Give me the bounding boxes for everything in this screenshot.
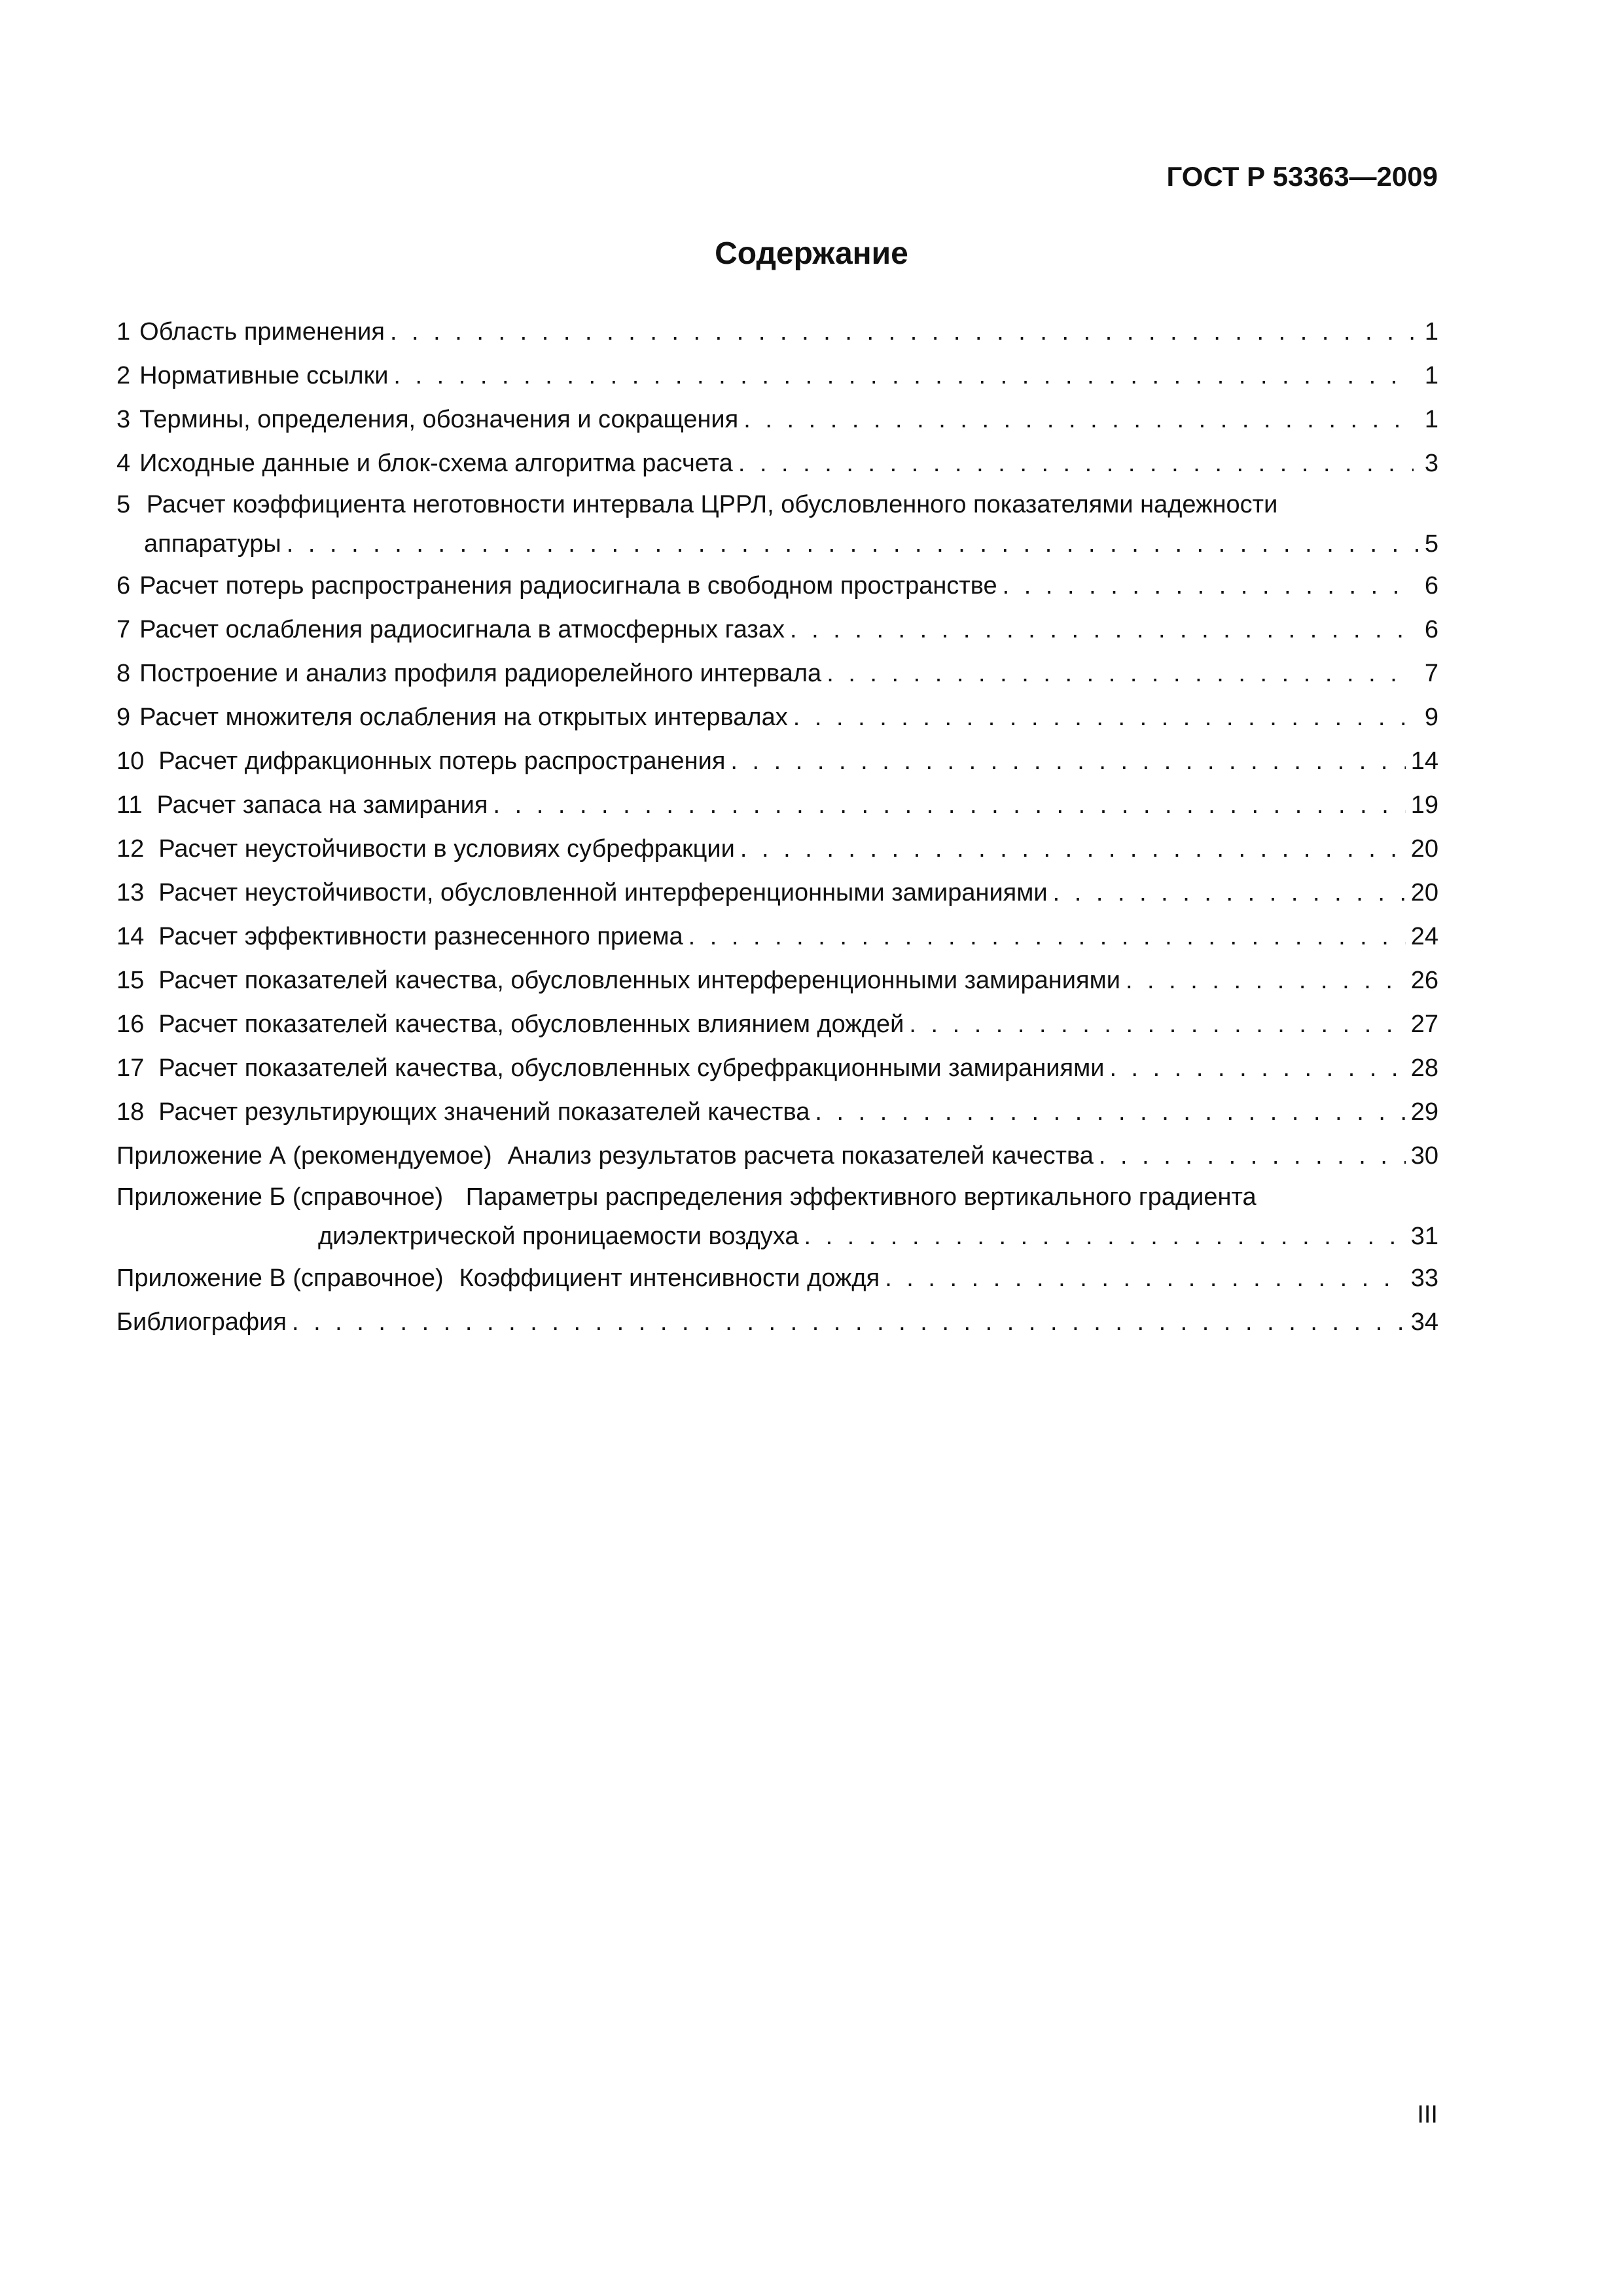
dot-leader (730, 740, 1405, 783)
toc-entry-number: 15 (116, 967, 145, 994)
dot-leader (292, 1300, 1406, 1344)
appendix-title-continued: диэлектрической проницаемости воздуха (318, 1223, 799, 1250)
appendix-page: 33 (1410, 1265, 1438, 1292)
toc-entry-title: Расчет неустойчивости, обусловленной интерференционными замираниями (158, 879, 1048, 906)
toc-entry-number: 7 (116, 616, 131, 643)
dot-leader (743, 398, 1414, 442)
toc-entry-title: Расчет неустойчивости в условиях субрефракции (158, 835, 735, 863)
toc-entry-number: 4 (116, 450, 131, 477)
toc-entry (116, 959, 1438, 1003)
toc-entry (116, 696, 1438, 740)
dot-leader (909, 1003, 1405, 1047)
toc-entry-title: Расчет эффективности разнесенного приема (158, 923, 683, 950)
toc-entry-title: Расчет ослабления радиосигнала в атмосферных газах (139, 616, 785, 643)
toc-entry-page: 14 (1410, 747, 1438, 775)
dot-leader (1109, 1047, 1405, 1090)
toc-entry-number: 9 (116, 704, 131, 731)
dot-leader (815, 1090, 1405, 1134)
toc-entry-page: 20 (1410, 879, 1438, 906)
toc-entry-page: 29 (1410, 1098, 1438, 1126)
toc-entry-page: 9 (1424, 704, 1438, 731)
toc-entry-page: 1 (1424, 362, 1438, 389)
toc-entry-number: 6 (116, 572, 131, 600)
toc-entry (116, 783, 1438, 827)
toc-entry-title: Термины, определения, обозначения и сокращения (139, 406, 739, 433)
toc-entry-title: Расчет дифракционных потерь распространения (158, 747, 726, 775)
appendix-label: Приложение А (рекомендуемое) (116, 1142, 492, 1170)
toc-entry-number: 14 (116, 923, 145, 950)
toc-entry-number: 13 (116, 879, 145, 906)
appendix-entry (116, 1257, 1438, 1300)
bibliography-entry (116, 1300, 1438, 1344)
toc-entry-page: 24 (1410, 923, 1438, 950)
appendix-entry (116, 1134, 1438, 1178)
dot-leader (1003, 564, 1414, 608)
toc-entry-title: Расчет показателей качества, обусловленных влиянием дождей (158, 1011, 904, 1038)
toc-entry-title: Расчет показателей качества, обусловленных интерференционными замираниями (158, 967, 1120, 994)
dot-leader (287, 524, 1419, 564)
appendix-page: 31 (1410, 1223, 1438, 1250)
toc-entry (116, 442, 1438, 486)
toc-entry-page: 26 (1410, 967, 1438, 994)
toc-entry (116, 564, 1438, 608)
toc-entry-number: 1 (116, 318, 131, 346)
dot-leader (1126, 959, 1406, 1003)
toc-entry (116, 827, 1438, 871)
toc-entry-page: 6 (1424, 616, 1438, 643)
toc-entry-number: 18 (116, 1098, 145, 1126)
toc-entry-page: 3 (1424, 450, 1438, 477)
toc-entry (116, 398, 1438, 442)
appendix-title: Параметры распределения эффективного вертикального градиента (465, 1183, 1257, 1211)
toc-entry-line (116, 486, 1438, 524)
toc-entry-page: 28 (1410, 1054, 1438, 1082)
appendix-line (116, 1216, 1438, 1257)
toc-entry (116, 871, 1438, 915)
toc-entry-title: Расчет запаса на замирания (156, 791, 488, 819)
toc-entry-page: 27 (1410, 1011, 1438, 1038)
toc-entry-title: Расчет потерь распространения радиосигнала в свободном пространстве (139, 572, 997, 600)
toc-entry-page: 20 (1410, 835, 1438, 863)
toc-entry (116, 608, 1438, 652)
dot-leader (804, 1216, 1405, 1257)
toc-entry-title: Исходные данные и блок-схема алгоритма расчета (139, 450, 733, 477)
toc-entry-page: 5 (1424, 530, 1438, 558)
toc-entry (116, 486, 1438, 564)
dot-leader (1099, 1134, 1406, 1178)
dot-leader (390, 310, 1414, 354)
toc-entry (116, 310, 1438, 354)
toc-entry-title: Построение и анализ профиля радиорелейного интервала (139, 660, 822, 687)
page-title: Содержание (715, 236, 908, 271)
toc-entry-title: Область применения (139, 318, 385, 346)
toc-entry-number: 8 (116, 660, 131, 687)
toc-entry-page: 19 (1410, 791, 1438, 819)
toc-entry-page: 7 (1424, 660, 1438, 687)
dot-leader (793, 696, 1414, 740)
toc-entry-number: 5 (116, 491, 131, 518)
appendix-label: Приложение В (справочное) (116, 1265, 444, 1292)
dot-leader (1053, 871, 1406, 915)
dot-leader (688, 915, 1406, 959)
page-number: III (1417, 2101, 1438, 2128)
toc-entry-page: 1 (1424, 318, 1438, 346)
toc-entry (116, 740, 1438, 783)
bibliography-title: Библиография (116, 1308, 287, 1336)
toc-entry-title-continued: аппаратуры (144, 530, 281, 558)
toc-entry-line (116, 524, 1438, 564)
table-of-contents (116, 310, 1438, 1344)
bibliography-page: 34 (1410, 1308, 1438, 1336)
dot-leader (885, 1257, 1406, 1300)
document-code: ГОСТ Р 53363—2009 (1166, 161, 1438, 192)
toc-entry-page: 1 (1424, 406, 1438, 433)
toc-entry-number: 2 (116, 362, 131, 389)
toc-entry-number: 10 (116, 747, 145, 775)
toc-entry-title: Расчет показателей качества, обусловленных субрефракционными замираниями (158, 1054, 1105, 1082)
toc-entry-title: Расчет множителя ослабления на открытых интервалах (139, 704, 788, 731)
toc-entry-title: Расчет результирующих значений показателей качества (158, 1098, 810, 1126)
toc-entry-number: 17 (116, 1054, 145, 1082)
toc-entry (116, 354, 1438, 398)
dot-leader (493, 783, 1405, 827)
appendix-label: Приложение Б (справочное) (116, 1183, 444, 1211)
toc-entry-title: Расчет коэффициента неготовности интервала ЦРРЛ, обусловленного показателями надежности (146, 491, 1278, 518)
toc-entry-number: 11 (116, 791, 143, 819)
appendix-title: Анализ результатов расчета показателей качества (507, 1142, 1094, 1170)
toc-entry (116, 652, 1438, 696)
dot-leader (738, 442, 1414, 486)
toc-entry-number: 12 (116, 835, 145, 863)
toc-entry (116, 1003, 1438, 1047)
dot-leader (740, 827, 1406, 871)
toc-entry-number: 16 (116, 1011, 145, 1038)
dot-leader (790, 608, 1414, 652)
toc-entry (116, 1047, 1438, 1090)
toc-entry-page: 6 (1424, 572, 1438, 600)
appendix-entry (116, 1178, 1438, 1257)
dot-leader (827, 652, 1414, 696)
toc-entry-number: 3 (116, 406, 131, 433)
appendix-page: 30 (1410, 1142, 1438, 1170)
appendix-title: Коэффициент интенсивности дождя (459, 1265, 880, 1292)
toc-entry-title: Нормативные ссылки (139, 362, 389, 389)
dot-leader (393, 354, 1414, 398)
appendix-line (116, 1178, 1438, 1216)
toc-entry (116, 915, 1438, 959)
toc-entry (116, 1090, 1438, 1134)
